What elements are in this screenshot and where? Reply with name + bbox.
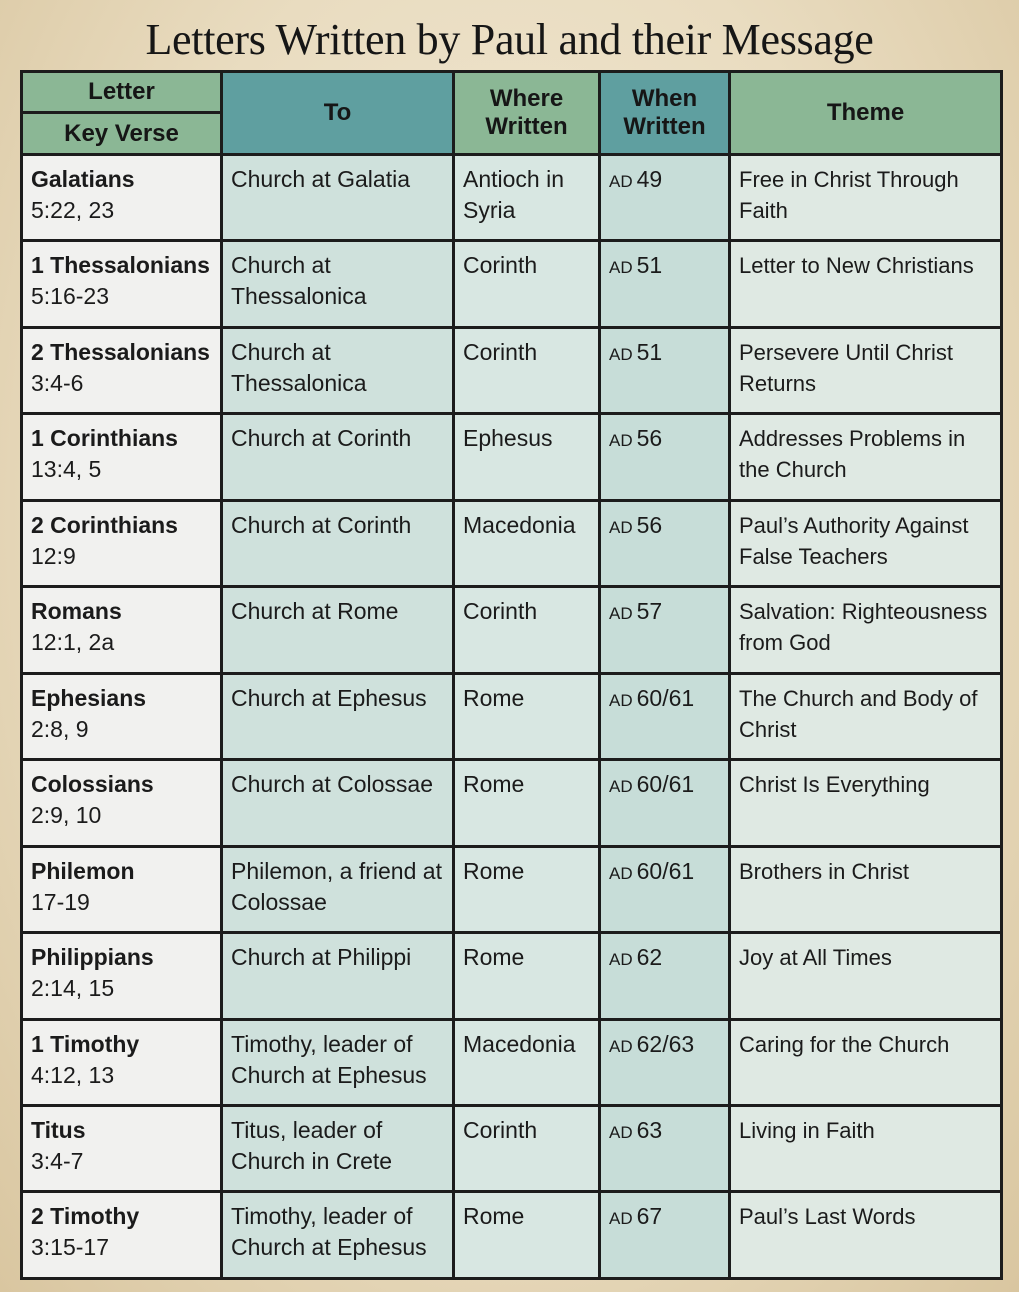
- where-written-cell: Corinth: [454, 587, 600, 673]
- where-written-cell: Macedonia: [454, 500, 600, 586]
- theme-cell: Free in Christ Through Faith: [730, 155, 1002, 241]
- where-written-cell: Corinth: [454, 241, 600, 327]
- year-value: 56: [636, 425, 663, 452]
- era-label: AD: [609, 950, 633, 970]
- to-cell: Church at Thessalonica: [222, 327, 454, 413]
- letter-cell: [22, 846, 222, 932]
- letter-cell: [22, 673, 222, 759]
- to-cell: Church at Colossae: [222, 760, 454, 846]
- era-label: AD: [609, 863, 633, 883]
- key-verse: 12:9: [31, 542, 76, 569]
- table-row: [22, 673, 1002, 759]
- theme-cell: Paul’s Authority Against False Teachers: [730, 500, 1002, 586]
- theme-cell: Caring for the Church: [730, 1019, 1002, 1105]
- year-value: 51: [636, 252, 663, 279]
- to-cell: Timothy, leader of Church at Ephesus: [222, 1019, 454, 1105]
- where-written-cell: Corinth: [454, 327, 600, 413]
- to-cell: Church at Ephesus: [222, 673, 454, 759]
- era-label: AD: [609, 777, 633, 797]
- era-label: AD: [609, 517, 633, 537]
- theme-cell: Paul’s Last Words: [730, 1192, 1002, 1279]
- letter-name: Galatians: [31, 166, 135, 192]
- table-row: [22, 155, 1002, 241]
- letter-cell: [22, 1019, 222, 1105]
- header-letter: Letter: [23, 73, 220, 114]
- when-written-cell: [600, 327, 730, 413]
- to-cell: Church at Philippi: [222, 933, 454, 1019]
- key-verse: 3:15-17: [31, 1234, 110, 1261]
- theme-cell: The Church and Body of Christ: [730, 673, 1002, 759]
- where-written-cell: Rome: [454, 933, 600, 1019]
- letter-cell: [22, 500, 222, 586]
- where-written-cell: Antioch in Syria: [454, 155, 600, 241]
- key-verse: 13:4, 5: [31, 456, 102, 483]
- key-verse: 2:14, 15: [31, 975, 115, 1002]
- letter-name: Titus: [31, 1116, 86, 1143]
- year-value: 63: [636, 1116, 663, 1143]
- year-value: 56: [636, 511, 663, 538]
- letter-cell: [22, 414, 222, 500]
- table-row: [22, 1192, 1002, 1279]
- era-label: AD: [609, 431, 633, 451]
- when-written-cell: [600, 500, 730, 586]
- theme-cell: Living in Faith: [730, 1105, 1002, 1191]
- key-verse: 5:22, 23: [31, 197, 115, 223]
- year-value: 51: [636, 338, 663, 365]
- when-written-cell: [600, 1019, 730, 1105]
- header-to: To: [222, 72, 454, 155]
- when-written-cell: [600, 587, 730, 673]
- year-value: 67: [636, 1203, 663, 1230]
- era-label: AD: [609, 690, 633, 710]
- where-written-cell: Rome: [454, 1192, 600, 1279]
- key-verse: 4:12, 13: [31, 1061, 115, 1088]
- era-label: AD: [609, 1122, 633, 1142]
- header-key-verse: Key Verse: [64, 120, 179, 147]
- letter-name: 2 Thessalonians: [31, 338, 210, 365]
- year-value: 60/61: [636, 771, 695, 798]
- letter-name: 1 Timothy: [31, 1030, 140, 1057]
- to-cell: Church at Thessalonica: [222, 241, 454, 327]
- year-value: 60/61: [636, 857, 695, 884]
- era-label: AD: [609, 1209, 633, 1229]
- theme-cell: Letter to New Christians: [730, 241, 1002, 327]
- where-written-cell: Macedonia: [454, 1019, 600, 1105]
- theme-cell: Brothers in Christ: [730, 846, 1002, 932]
- where-written-cell: Rome: [454, 760, 600, 846]
- letter-cell: [22, 760, 222, 846]
- to-cell: Church at Rome: [222, 587, 454, 673]
- to-cell: Timothy, leader of Church at Ephesus: [222, 1192, 454, 1279]
- where-written-cell: Rome: [454, 673, 600, 759]
- when-written-cell: [600, 414, 730, 500]
- letter-cell: [22, 155, 222, 241]
- header-when-written: When Written: [600, 72, 730, 155]
- header-where-written: Where Written: [454, 72, 600, 155]
- table-row: [22, 414, 1002, 500]
- letter-name: 2 Timothy: [31, 1203, 140, 1230]
- letter-name: 2 Corinthians: [31, 511, 178, 538]
- theme-cell: Salvation: Righteousness from God: [730, 587, 1002, 673]
- when-written-cell: [600, 1192, 730, 1279]
- table-row: [22, 327, 1002, 413]
- key-verse: 2:9, 10: [31, 802, 102, 829]
- table-row: [22, 1019, 1002, 1105]
- era-label: AD: [609, 344, 633, 364]
- year-value: 62/63: [636, 1030, 695, 1057]
- letter-name: Colossians: [31, 771, 154, 798]
- when-written-cell: [600, 846, 730, 932]
- letter-name: Ephesians: [31, 684, 147, 711]
- to-cell: Philemon, a friend at Colossae: [222, 846, 454, 932]
- table-row: [22, 587, 1002, 673]
- year-value: 49: [636, 166, 663, 192]
- letters-table: [20, 70, 1003, 1280]
- to-cell: Titus, leader of Church in Crete: [222, 1105, 454, 1191]
- year-value: 57: [636, 598, 663, 625]
- to-cell: Church at Corinth: [222, 414, 454, 500]
- key-verse: 2:8, 9: [31, 715, 89, 742]
- letter-cell: [22, 241, 222, 327]
- letter-name: 1 Corinthians: [31, 425, 178, 452]
- theme-cell: Addresses Problems in the Church: [730, 414, 1002, 500]
- header-letter-keyverse: [22, 72, 222, 155]
- letter-cell: [22, 933, 222, 1019]
- header-row: [22, 72, 1002, 155]
- to-cell: Church at Corinth: [222, 500, 454, 586]
- when-written-cell: [600, 933, 730, 1019]
- when-written-cell: [600, 155, 730, 241]
- year-value: 60/61: [636, 684, 695, 711]
- when-written-cell: [600, 241, 730, 327]
- when-written-cell: [600, 1105, 730, 1191]
- table-row: [22, 933, 1002, 1019]
- key-verse: 5:16-23: [31, 283, 110, 310]
- key-verse: 12:1, 2a: [31, 629, 115, 656]
- theme-cell: Persevere Until Christ Returns: [730, 327, 1002, 413]
- theme-cell: Joy at All Times: [730, 933, 1002, 1019]
- letter-name: 1 Thessalonians: [31, 252, 210, 279]
- key-verse: 3:4-7: [31, 1147, 84, 1174]
- year-value: 62: [636, 944, 663, 971]
- table-row: [22, 500, 1002, 586]
- letter-cell: [22, 587, 222, 673]
- letter-cell: [22, 327, 222, 413]
- letter-name: Romans: [31, 598, 122, 625]
- letter-name: Philemon: [31, 857, 135, 884]
- table-row: [22, 241, 1002, 327]
- key-verse: 3:4-6: [31, 369, 84, 396]
- era-label: AD: [609, 258, 633, 278]
- era-label: AD: [609, 1036, 633, 1056]
- letter-name: Philippians: [31, 944, 154, 971]
- where-written-cell: Rome: [454, 846, 600, 932]
- table-row: [22, 760, 1002, 846]
- era-label: AD: [609, 604, 633, 624]
- when-written-cell: [600, 760, 730, 846]
- letter-cell: [22, 1105, 222, 1191]
- header-theme: Theme: [730, 72, 1002, 155]
- theme-cell: Christ Is Everything: [730, 760, 1002, 846]
- table-row: [22, 1105, 1002, 1191]
- era-label: AD: [609, 172, 633, 191]
- key-verse: 17-19: [31, 888, 90, 915]
- where-written-cell: Corinth: [454, 1105, 600, 1191]
- to-cell: Church at Galatia: [222, 155, 454, 241]
- where-written-cell: Ephesus: [454, 414, 600, 500]
- letter-cell: [22, 1192, 222, 1279]
- when-written-cell: [600, 673, 730, 759]
- page-title: Letters Written by Paul and their Message: [145, 15, 874, 64]
- table-row: [22, 846, 1002, 932]
